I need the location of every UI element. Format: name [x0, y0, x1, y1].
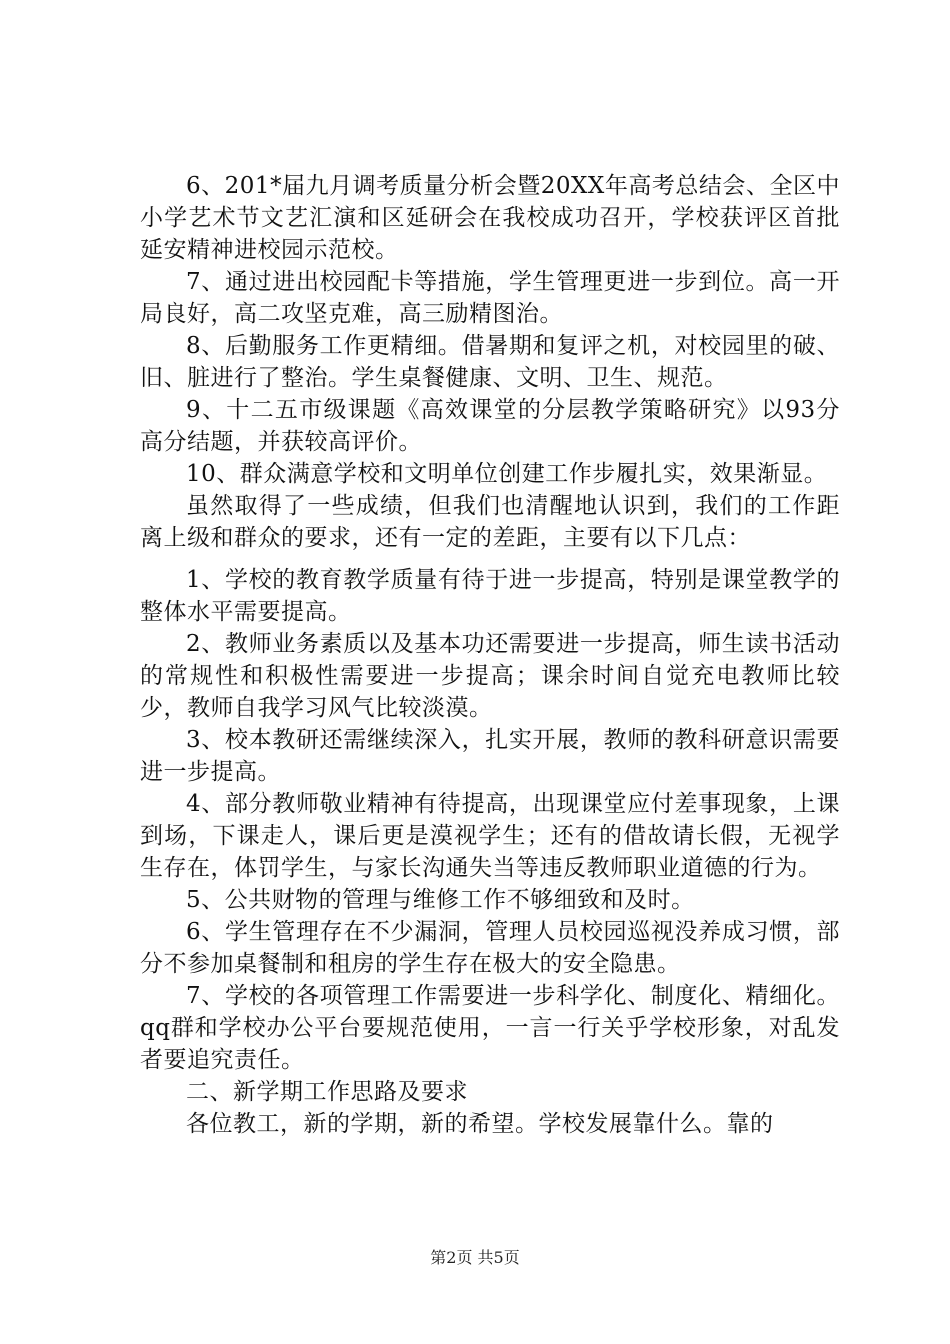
paragraph-issue-1: 1、学校的教育教学质量有待于进一步提高，特别是课堂教学的整体水平需要提高。 — [140, 567, 840, 625]
paragraph-achievement-8: 8、后勤服务工作更精细。借暑期和复评之机，对校园里的破、旧、脏进行了整治。学生桌餐健康、文明、卫生、规范。 — [140, 333, 840, 391]
paragraph-new-semester: 各位教工，新的学期，新的希望。学校发展靠什么。靠的 — [186, 1111, 774, 1137]
paragraph-issue-2: 2、教师业务素质以及基本功还需要进一步提高，师生读书活动的常规性和积极性需要进一步提高；课余时间自觉充电教师比较少，教师自我学习风气比较淡漠。 — [140, 631, 840, 721]
paragraph-achievement-9: 9、十二五市级课题《高效课堂的分层教学策略研究》以93分高分结题，并获较高评价。 — [140, 397, 840, 455]
paragraph-issue-3: 3、校本教研还需继续深入，扎实开展，教师的教科研意识需要进一步提高。 — [140, 727, 840, 785]
paragraph-issue-7: 7、学校的各项管理工作需要进一步科学化、制度化、精细化。qq群和学校办公平台要规范使用，一言一行关乎学校形象，对乱发者要追究责任。 — [140, 983, 840, 1073]
paragraph-achievement-6: 6、201*届九月调考质量分析会暨20XX年高考总结会、全区中小学艺术节文艺汇演和区延研会在我校成功召开，学校获评区首批延安精神进校园示范校。 — [140, 173, 840, 263]
paragraph-issue-5: 5、公共财物的管理与维修工作不够细致和及时。 — [186, 887, 695, 913]
paragraph-issue-6: 6、学生管理存在不少漏洞，管理人员校园巡视没养成习惯，部分不参加桌餐制和租房的学生存在极大的安全隐患。 — [140, 919, 840, 977]
paragraph-issue-4: 4、部分教师敬业精神有待提高，出现课堂应付差事现象，上课到场，下课走人，课后更是漠视学生；还有的借故请长假，无视学生存在，体罚学生，与家长沟通失当等违反教师职业道德的行为。 — [140, 791, 840, 881]
paragraph-shortcomings-intro: 虽然取得了一些成绩，但我们也清醒地认识到，我们的工作距离上级和群众的要求，还有一定的差距，主要有以下几点： — [140, 493, 840, 551]
paragraph-achievement-10: 10、群众满意学校和文明单位创建工作步履扎实，效果渐显。 — [186, 461, 828, 487]
paragraph-achievement-7: 7、通过进出校园配卡等措施，学生管理更进一步到位。高一开局良好，高二攻坚克难，高三励精图治。 — [140, 269, 840, 327]
section-heading-2: 二、新学期工作思路及要求 — [186, 1079, 468, 1105]
document-body — [140, 170, 840, 1140]
page-footer: 第2页 共5页 — [430, 1248, 520, 1267]
